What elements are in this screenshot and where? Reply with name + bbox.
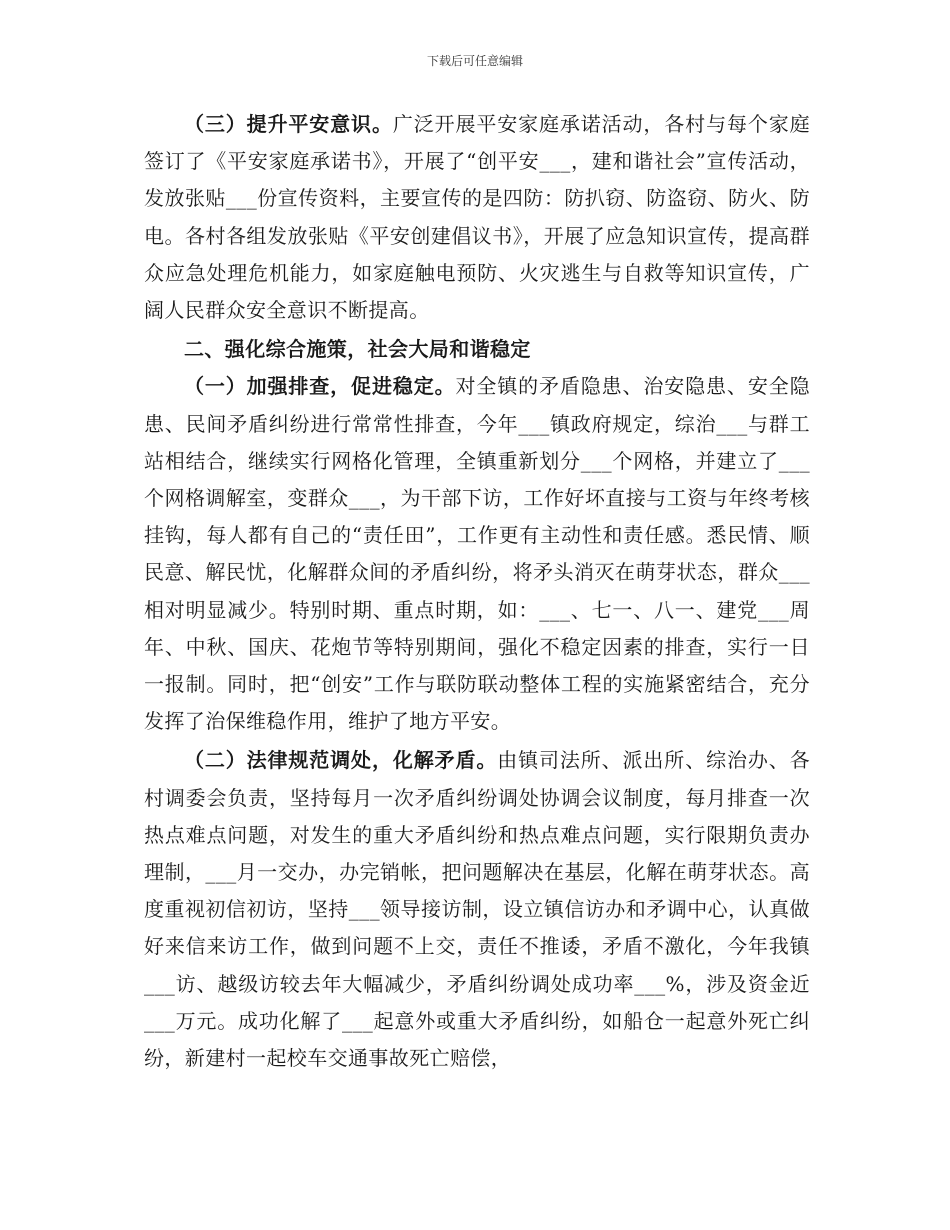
paragraph-lead: （三）提升平安意识。 <box>184 112 393 136</box>
section-heading: 二、强化综合施策，社会大局和谐稳定 <box>184 337 531 362</box>
paragraph-text: 广泛开展平安家庭承诺活动，各村与每个家庭签订了《平安家庭承诺书》，开展了“创平安___，建和谐社会”宣传活动，发放张贴___份宣传资料，主要宣传的是四防：防扒窃、防盗窃、防火、防电。各村各组发放张贴《平安创建倡议书》，开展了应急知识宣传，提高群众应急处理危机能力，如家庭触电预防、火灾逃生与自救等知识宣传，广阔人民群众安全意识不断提高。 <box>144 112 811 323</box>
document-body <box>144 106 810 1077</box>
paragraph-text: 由镇司法所、派出所、综治办、各村调委会负责，坚持每月一次矛盾纠纷调处协调会议制度，每月排查一次热点难点问题，对发生的重大矛盾纠纷和热点难点问题，实行限期负责办理制，___月一交办，办完销帐，把问题解决在基层，化解在萌芽状态。高度重视初信初访，坚持___领导接访制，设立镇信访办和矛调中心，认真做好来信来访工作，做到问题不上交，责任不推诿，矛盾不激化，今年我镇___访、越级访较去年大幅减少，矛盾纠纷调处成功率___%，涉及资金近___万元。成功化解了___起意外或重大矛盾纠纷，如船仓一起意外死亡纠纷，新建村一起校车交通事故死亡赔偿， <box>144 748 811 1071</box>
paragraph-mediation <box>144 742 810 1077</box>
paragraph-text: 对全镇的矛盾隐患、治安隐患、安全隐患、民间矛盾纠纷进行常常性排查，今年___镇政府规定，综治___与群工站相结合，继续实行网格化管理，全镇重新划分___个网格，并建立了___个网格调解室，变群众___，为干部下访，工作好坏直接与工资与年终考核挂钩，每人都有自己的“责任田”，工作更有主动性和责任感。悉民情、顺民意、解民忧，化解群众间的矛盾纠纷，将矛头消灭在萌芽状态，群众___相对明显减少。特别时期、重点时期，如：___、七一、八一、建党___周年、中秋、国庆、花炮节等特别期间，强化不稳定因素的排查，实行一日一报制。同时，把“创安”工作与联防联动整体工程的实施紧密结合，充分发挥了治保维稳作用，维护了地方平安。 <box>144 374 810 734</box>
page-header: 下载后可任意编辑 <box>426 54 523 68</box>
paragraph-safety-awareness <box>144 106 810 329</box>
paragraph-lead: （二）法律规范调处，化解矛盾。 <box>184 748 498 773</box>
paragraph-lead: （一）加强排查，促进稳定。 <box>184 374 456 399</box>
paragraph-investigation <box>144 368 810 740</box>
